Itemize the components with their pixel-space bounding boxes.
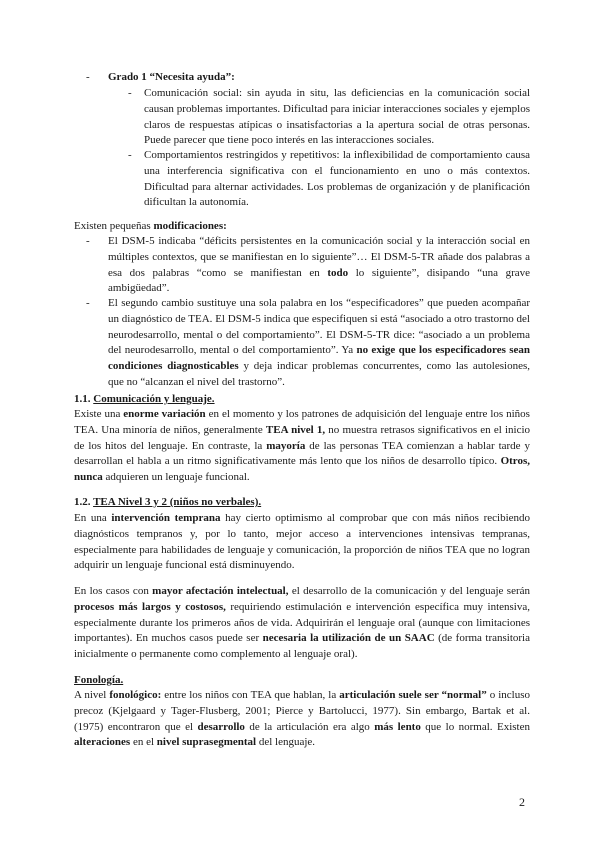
modifications-intro: Existen pequeñas modificaciones: <box>74 220 227 232</box>
item-text: : sin ayuda in situ, las deficiencias en la comunicación social causan problemas importantes. Dificultad para iniciar interacciones sociales y ejemplos claros de respuestas atípicas o insatisfactorias a la apertura social de otras personas. Puede parecer que tiene poco interés en las interacciones sociales. <box>144 87 531 147</box>
section-1-1-paragraph: Existe una enorme variación en el momento y los patrones de adquisición del lenguaje entre los niños TEA. Una minoría de niños, generalmente TEA nivel 1, no muestra retrasos significativos en el inicio de los hitos del lenguaje. En contraste, la mayoría de las personas TEA comienzan a hablar tarde y desarrollan el habla a un ritmo significativamente más lento que los niños de desarrollo típico. Otros, nunca adquieren un lenguaje funcional. <box>74 408 531 484</box>
section-1-2-heading: 1.2. TEA Nivel 3 y 2 (niños no verbales). <box>74 496 262 508</box>
section-1-2-paragraph-2: En los casos con mayor afectación intelectual, el desarrollo de la comunicación y del lenguaje serán procesos más largos y costosos, requiriendo estimulación e intervención específica muy intensiva, especialmente durante los primeros años de vida. Adquirirán el lenguaje oral (aunque con limitaciones importantes). En muchos casos puede ser necesaria la utilización de un SAAC (de forma transitoria inicialmente o permanente como complemento al lenguaje oral). <box>74 585 530 661</box>
section-title: TEA Nivel 3 y 2 (niños no verbales). <box>93 496 262 508</box>
section-title: Comunicación y lenguaje. <box>93 393 215 405</box>
document-page: - Grado 1 “Necesita ayuda”: - Comunicación social: sin ayuda in situ, las deficiencias en la comunicación social causan problemas importantes. Dificultad para iniciar interacciones sociales y ejemplos claros de respuestas atípicas o insatisfactorias a la apertura social de otras personas. Puede parecer que tiene poco interés en las interacciones sociales. - Comportamientos restringidos y repetitivos: la inflexibilidad de comportamiento causa una interferencia significativa con el funcionamiento en uno o más contextos. Dificultad para alternar actividades. Los problemas de organización y de planificación dificultan la autonomía. Existen pequeñas modificaciones: - El DSM-5 indicaba “déficits persistentes en la comunicación social y la interacción social en múltiples contextos, que se manifiestan en lo siguiente”… El DSM-5-TR añade dos palabras a esa dos palabras “como se manifiestan en todo lo siguiente”, disipando “una grave ambigüedad”. - El segundo cambio sustituye una sola palabra en los “especificadores” que pueden acompañar un diagnóstico de TEA. El DSM-5 indica que especifiquen si está “asociado a otro trastorno del neurodesarrollo, mental o del comportamiento”. El DSM-5-TR dice: “asociado a un problema del neurodesarrollo, mental o del comportamiento”. Ya no exige que los especificadores sean condiciones diagnosticables y deja indicar problemas concurrentes, como las autolesiones, que no “alcanzan el nivel del trastorno”. 1.1. Comunicación y lenguaje. Existe una enorme variación en el momento y los patrones de adquisición del lenguaje entre los niños TEA. Una minoría de niños, generalmente TEA nivel 1, no muestra retrasos significativos en el inicio de los hitos del lenguaje. En contraste, la mayoría de las personas TEA comienzan a hablar tarde y desarrollan el habla a un ritmo significativamente más lento que los niños de desarrollo típico. Otros, nunca adquieren un lenguaje funcional. 1.2. TEA Nivel 3 y 2 (niños no verbales). En una intervención temprana hay cierto optimismo al comprobar que con más niños recibiendo diagnósticos tempranos y, por lo tanto, mejor acceso a intervenciones intensivas tempranas, especialmente para habilidades de lenguaje y comunicación, la proporción de niños TEA que no logran adquirir un lenguaje funcional está disminuyendo. En los casos con mayor afectación intelectual, el desarrollo de la comunicación y del lenguaje serán procesos más largos y costosos, requiriendo estimulación e intervención específica muy intensiva, especialmente durante los primeros años de vida. Adquirirán el lenguaje oral (aunque con limitaciones importantes). En muchos casos puede ser necesaria la utilización de un SAAC (de forma transitoria inicialmente o permanente como complemento al lenguaje oral). Fonología. A nivel fonológico: entre los niños con TEA que hablan, la articulación suele ser “normal” o incluso precoz (Kjelgaard y Tager-Flusberg, 2001; Pierce y Bartolucci, 1977). Sin embargo, Bartak et al. (1975) encontraron que el desarrollo de la articulación era algo más lento que lo normal. Existen alteraciones en el nivel suprasegmental del lenguaje. 2 <box>74 71 531 809</box>
item-text: : la inflexibilidad de comportamiento causa una interferencia significativa con el funcionamiento en uno o más contextos. Dificultad para alternar actividades. Los problemas de organización y de planificación dificultan la autonomía. <box>144 149 530 209</box>
phonology-paragraph: A nivel fonológico: entre los niños con TEA que hablan, la articulación suele ser “normal” o incluso precoz (Kjelgaard y Tager-Flusberg, 2001; Pierce y Bartolucci, 1977). Sin embargo, Bartak et al. (1975) encontraron que el desarrollo de la articulación era algo más lento que lo normal. Existen alteraciones en el nivel suprasegmental del lenguaje. <box>74 689 530 749</box>
section-title: Fonología. <box>74 674 124 686</box>
item-lead: Comportamientos restringidos y repetitivos <box>144 149 337 161</box>
phonology-heading <box>74 673 530 689</box>
bullet-dash: - <box>86 71 90 83</box>
section-1-1-heading: 1.1. Comunicación y lenguaje. <box>74 393 215 405</box>
grade1-title: Grado 1 “Necesita ayuda”: <box>108 71 235 83</box>
item-lead: Comunicación social <box>144 87 239 99</box>
section-1-2-paragraph-1: En una intervención temprana hay cierto optimismo al comprobar que con más niños recibiendo diagnósticos tempranos y, por lo tanto, mejor acceso a intervenciones intensivas tempranas, especialmente para habilidades de lenguaje y comunicación, la proporción de niños TEA que no logran adquirir un lenguaje funcional está disminuyendo. <box>74 512 531 572</box>
page-number: 2 <box>519 795 525 809</box>
